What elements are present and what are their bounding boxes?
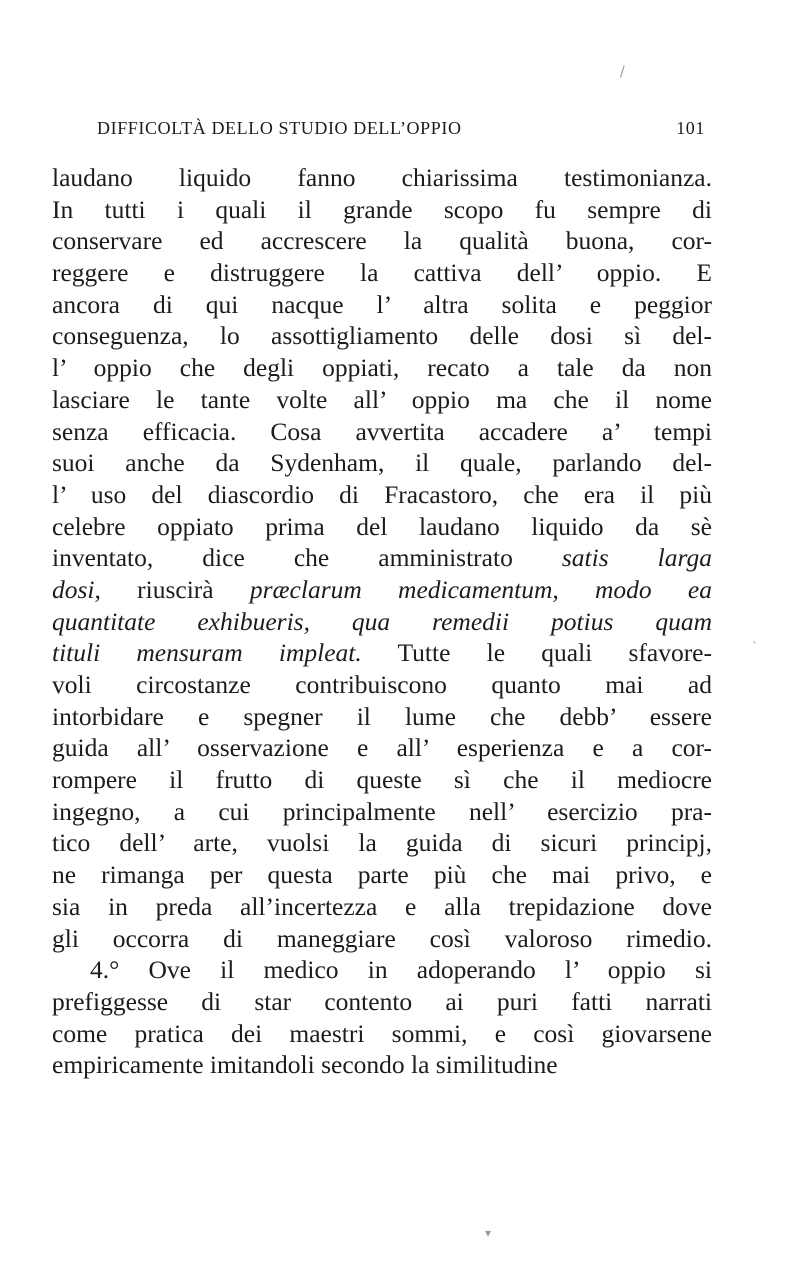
scan-speck: ˋ [752, 640, 758, 654]
text-line [52, 669, 712, 701]
text-segment: intorbidare e spegner il lume che debb’ essere [52, 701, 712, 731]
text-line [52, 225, 712, 257]
text-segment: rompere il frutto di queste sì che il mediocre [52, 765, 712, 795]
text-line [52, 701, 712, 733]
text-segment: suoi anche da Sydenham, il quale, parlando del- [52, 448, 712, 478]
text-line [52, 574, 712, 606]
text-segment: In tutti i quali il grande scopo fu sempre di [52, 194, 712, 224]
text-segment: ne rimanga per questa parte più che mai privo, e [52, 860, 712, 890]
text-segment: l’ oppio che degli oppiati, recato a tale da non [52, 353, 712, 383]
italic-latin-quote: tituli mensuram impleat. [52, 638, 362, 668]
text-segment: conservare ed accrescere la qualità buona, cor- [52, 226, 712, 256]
text-line [52, 352, 712, 384]
text-segment: empiricamente imitandoli secondo la similitudine [52, 1050, 558, 1080]
text-line [52, 827, 712, 859]
text-line [52, 447, 712, 479]
text-line [52, 194, 712, 226]
text-line [52, 479, 712, 511]
text-segment: come pratica dei maestri sommi, e così giovarsene [52, 1018, 712, 1048]
text-line [52, 384, 712, 416]
text-segment: lasciare le tante volte all’ oppio ma che il nome [52, 384, 712, 414]
body-text [52, 162, 712, 1081]
text-line [52, 732, 712, 764]
text-segment: voli circostanze contribuiscono quanto mai ad [52, 670, 712, 699]
italic-latin-quote: dosi, [52, 574, 138, 604]
scan-speck: / [620, 64, 625, 80]
text-line [52, 954, 712, 986]
italic-latin-quote: præclarum medicamentum, modo ea [249, 574, 713, 604]
text-line [52, 1049, 712, 1081]
text-segment: Tutte le quali sfavore- [361, 638, 712, 668]
scan-speck: ▾ [485, 1226, 492, 1240]
text-segment: riuscirà [137, 574, 250, 604]
text-segment: inventato, dice che amministrato [52, 543, 562, 573]
text-segment: l’ uso del diascordio di Fracastoro, che era il più [52, 479, 712, 509]
text-segment: sia in preda all’incertezza e alla trepidazione dove [52, 891, 712, 921]
running-head [97, 118, 705, 142]
text-line [52, 542, 712, 574]
text-line [52, 764, 712, 796]
text-line [52, 637, 712, 669]
text-segment: guida all’ osservazione e all’ esperienza e a cor- [52, 733, 712, 763]
text-line [52, 891, 712, 923]
text-line [52, 859, 712, 891]
text-segment: ingegno, a cui principalmente nell’ esercizio pra- [52, 796, 712, 826]
text-line [52, 1018, 712, 1050]
running-head-title: DIFFICOLTÀ DELLO STUDIO DELL’OPPIO [97, 118, 462, 138]
text-line [52, 289, 712, 321]
text-line [52, 257, 712, 289]
text-segment: senza efficacia. Cosa avvertita accadere a’ tempi [52, 416, 712, 446]
page-number: 101 [676, 118, 705, 138]
text-segment: celebre oppiato prima del laudano liquido da sè [52, 511, 712, 541]
text-line [52, 923, 712, 955]
text-segment: gli occorra di maneggiare così valoroso rimedio. [52, 923, 712, 953]
text-segment: 4.° Ove il medico in adoperando l’ oppio si [90, 955, 712, 985]
text-line [52, 986, 712, 1018]
text-line [52, 416, 712, 448]
text-segment: reggere e distruggere la cattiva dell’ oppio. E [52, 258, 712, 288]
text-line [52, 511, 712, 543]
text-line [52, 320, 712, 352]
text-segment: ancora di qui nacque l’ altra solita e peggior [52, 289, 712, 319]
text-segment: prefiggesse di star contento ai puri fatti narrati [52, 986, 712, 1016]
text-line [52, 606, 712, 638]
italic-latin-quote: satis larga [561, 543, 712, 573]
text-segment: tico dell’ arte, vuolsi la guida di sicuri principj, [52, 828, 712, 858]
text-line [52, 162, 712, 194]
text-segment: conseguenza, lo assottigliamento delle dosi sì del- [52, 321, 712, 351]
text-line [52, 796, 712, 828]
text-segment: laudano liquido fanno chiarissima testimonianza. [52, 163, 712, 192]
italic-latin-quote: quantitate exhibueris, qua remedii potius quam [52, 606, 712, 636]
